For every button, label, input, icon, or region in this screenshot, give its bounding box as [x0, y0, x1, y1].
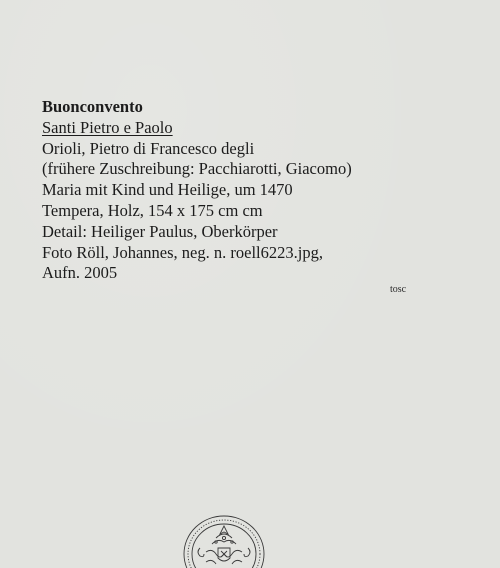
artwork-detail: Detail: Heiliger Paulus, Oberkörper [42, 221, 278, 241]
artwork-title: Maria mit Kind und Heilige, um 1470 [42, 180, 293, 200]
former-attribution: (frühere Zuschreibung: Pacchiarotti, Giacomo) [42, 159, 352, 179]
ornamental-stamp-seal-icon [176, 508, 272, 568]
region-tag: tosc [390, 284, 407, 295]
catalog-entry [42, 97, 462, 284]
photo-year: Aufn. 2005 [42, 263, 118, 283]
artist-name: Orioli, Pietro di Francesco degli [42, 138, 255, 158]
photo-credit: Foto Röll, Johannes, neg. n. roell6223.jpg, [42, 242, 323, 262]
artwork-medium: Tempera, Holz, 154 x 175 cm cm [42, 200, 263, 220]
church-name: Santi Pietro e Paolo [42, 117, 173, 137]
place-name: Buonconvento [42, 97, 143, 116]
